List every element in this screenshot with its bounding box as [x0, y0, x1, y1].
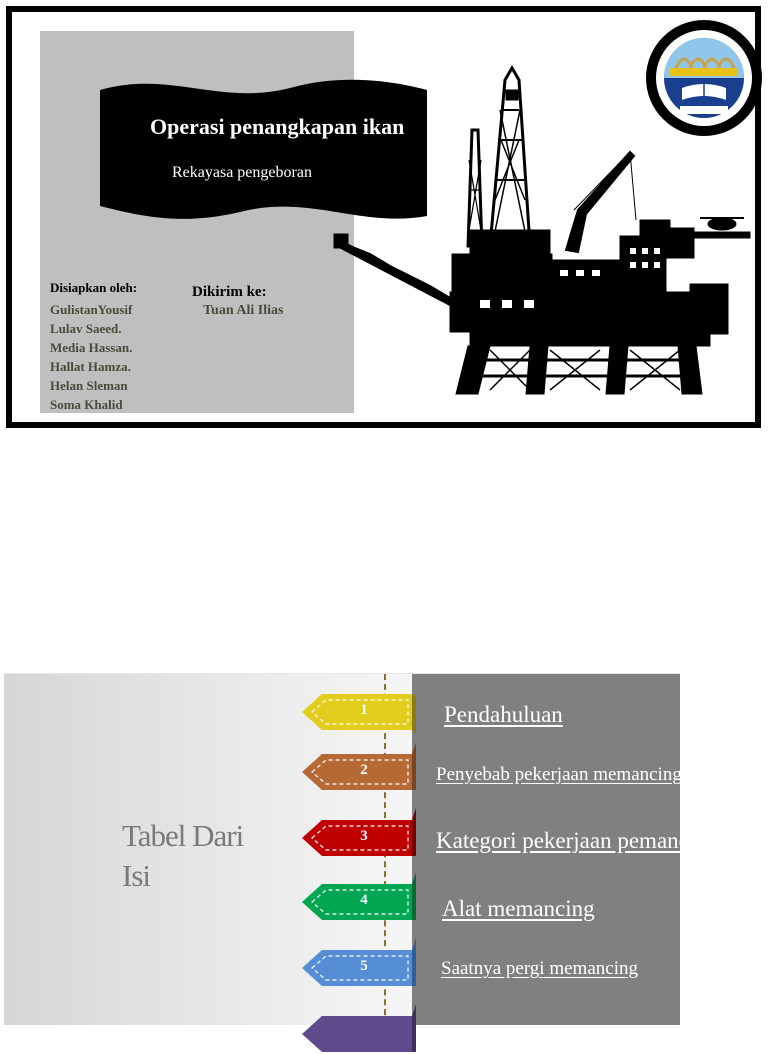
tag-3: [298, 818, 422, 858]
tag-number: 4: [360, 892, 368, 908]
prepared-by-label: Disiapkan oleh:: [50, 280, 138, 295]
university-logo: [644, 18, 764, 138]
author-name: Lulav Saeed.: [50, 321, 122, 336]
toc-slide: [4, 673, 740, 1025]
title-slide: [6, 6, 761, 428]
author-name: GulistanYousif: [50, 302, 133, 317]
tag-6: [298, 1014, 422, 1054]
tag-1: [298, 692, 422, 732]
sent-to-label: Dikirim ke:: [192, 284, 267, 300]
tag-number: 5: [360, 958, 368, 974]
prepared-by-names: [50, 300, 132, 414]
recipient-name: Tuan Ali Ilias: [203, 303, 284, 318]
tag-number: 2: [360, 762, 368, 778]
tag-5: [298, 948, 422, 988]
tag-number: 1: [360, 702, 368, 718]
slide-subtitle: Rekayasa pengeboran: [172, 164, 312, 181]
author-name: Hallat Hamza.: [50, 359, 131, 374]
author-name: Helan Sleman: [50, 378, 128, 393]
tag-number: 3: [360, 828, 368, 844]
toc-item-4[interactable]: Alat memancing: [442, 896, 595, 921]
tag-2: [298, 752, 422, 792]
author-name: Media Hassan.: [50, 340, 133, 355]
toc-item-3[interactable]: Kategori pekerjaan pemancingan: [436, 828, 740, 853]
toc-item-1[interactable]: Pendahuluan: [444, 702, 563, 727]
author-name: Soma Khalid: [50, 397, 123, 412]
toc-item-5[interactable]: Saatnya pergi memancing: [441, 958, 638, 979]
toc-title: Tabel Dari Isi: [122, 818, 244, 893]
tag-4: [298, 882, 422, 922]
toc-item-2[interactable]: Penyebab pekerjaan memancing: [436, 764, 682, 785]
slide-title: Operasi penangkapan ikan: [150, 114, 405, 139]
